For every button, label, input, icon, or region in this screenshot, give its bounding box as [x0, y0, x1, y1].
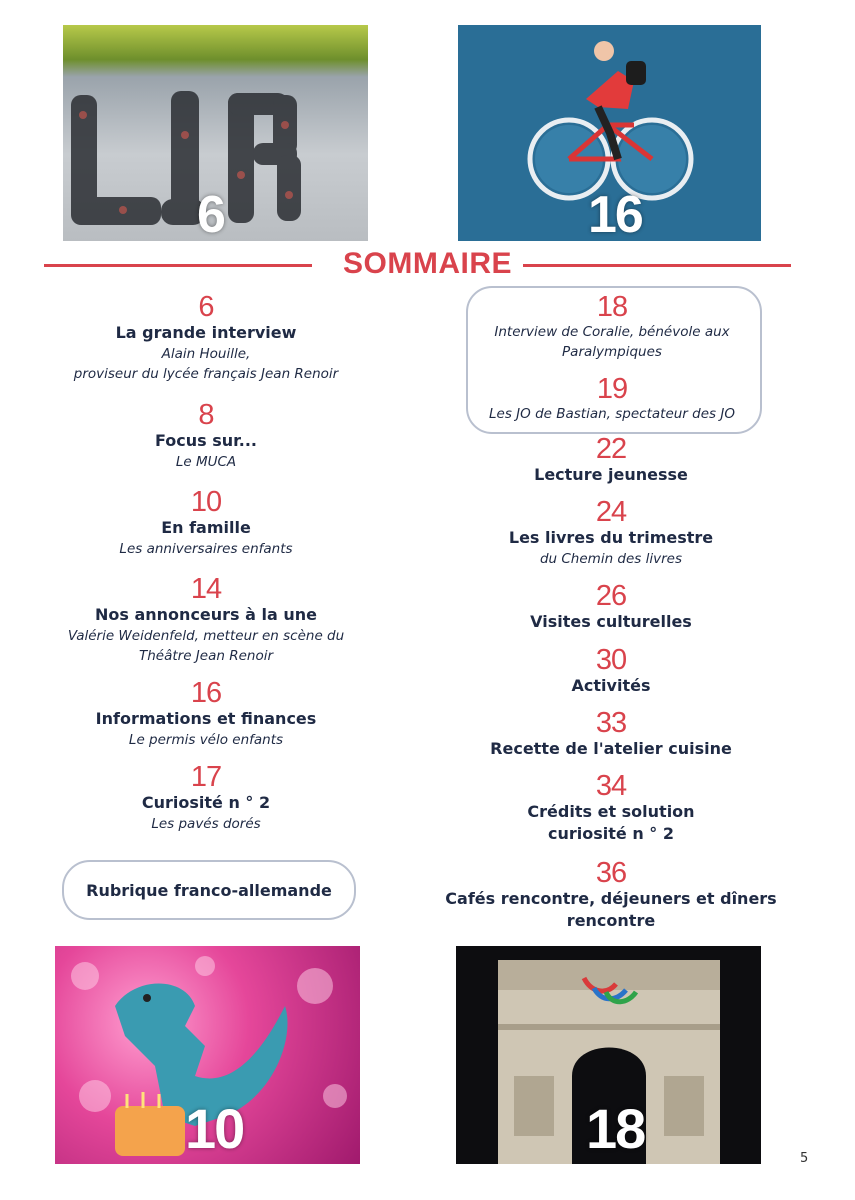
- page-title: SOMMAIRE: [343, 247, 512, 280]
- toc-entry[interactable]: [470, 292, 754, 362]
- toc-subtitle: Interview de Coralie, bénévole aux: [494, 324, 730, 340]
- rubrique-pill[interactable]: [62, 860, 356, 920]
- rubrique-label: Rubrique franco-allemande: [86, 880, 332, 900]
- toc-title: Informations et finances: [95, 709, 317, 728]
- toc-entry[interactable]: [460, 771, 762, 845]
- toc-page-number: 8: [198, 399, 214, 431]
- toc-page-number: 17: [190, 761, 222, 793]
- toc-page-number: 24: [595, 496, 627, 528]
- photo-page-label: 6: [197, 186, 224, 241]
- toc-subtitle: Le MUCA: [175, 454, 237, 470]
- toc-entry[interactable]: [460, 434, 762, 486]
- toc-title: En famille: [161, 518, 251, 537]
- toc-page-number: 6: [198, 291, 214, 323]
- toc-page-number: 19: [596, 373, 628, 405]
- toc-page-number: 26: [595, 580, 627, 612]
- toc-subtitle: Le permis vélo enfants: [128, 732, 284, 748]
- toc-entry[interactable]: [40, 292, 372, 384]
- toc-title-line2: curiosité n ° 2: [548, 824, 674, 843]
- photo-arc-de-triomphe: [456, 946, 761, 1164]
- toc-subtitle: Alain Houille,: [161, 346, 251, 362]
- toc-subtitle: Les JO de Bastian, spectateur des JO: [489, 406, 735, 422]
- toc-entry[interactable]: [460, 645, 762, 697]
- toc-entry[interactable]: [40, 678, 372, 750]
- toc-title: Recette de l'atelier cuisine: [490, 739, 732, 758]
- toc-title: Lecture jeunesse: [534, 465, 688, 484]
- toc-entry[interactable]: [470, 374, 754, 424]
- toc-subtitle: Les pavés dorés: [151, 816, 261, 832]
- toc-title: Les livres du trimestre: [508, 528, 714, 547]
- toc-subtitle: du Chemin des livres: [539, 551, 683, 567]
- toc-title: Curiosité n ° 2: [141, 793, 271, 812]
- toc-page-number: 14: [190, 573, 222, 605]
- photo-page-label: 10: [185, 1097, 244, 1160]
- toc-subtitle: Valérie Weidenfeld, metteur en scène du: [67, 628, 345, 644]
- toc-title: Nos annonceurs à la une: [95, 605, 317, 624]
- toc-entry[interactable]: [40, 400, 372, 472]
- photo-page-label: 18: [586, 1097, 645, 1160]
- toc-subtitle: Les anniversaires enfants: [119, 541, 293, 557]
- toc-page-number: 22: [595, 433, 627, 465]
- toc-title: Cafés rencontre, déjeuners et dîners: [445, 889, 777, 908]
- toc-entry[interactable]: [460, 497, 762, 569]
- toc-page-number: 16: [190, 677, 222, 709]
- toc-title: Crédits et solution: [527, 802, 695, 821]
- toc-entry[interactable]: [440, 858, 782, 932]
- toc-page-number: 33: [595, 707, 627, 739]
- toc-subtitle: Paralympiques: [562, 344, 662, 360]
- toc-page-number: 18: [596, 291, 628, 323]
- photo-aerial-crowd: [63, 25, 368, 241]
- toc-entry[interactable]: [40, 487, 372, 559]
- toc-title: La grande interview: [115, 323, 297, 342]
- toc-title-line2: rencontre: [566, 911, 656, 930]
- toc-subtitle: proviseur du lycée français Jean Renoir: [73, 366, 339, 382]
- toc-page-number: 10: [190, 486, 222, 518]
- toc-title: Visites culturelles: [530, 612, 692, 631]
- toc-title: Activités: [571, 676, 651, 695]
- photo-dinosaur: [55, 946, 360, 1164]
- page-number: 5: [800, 1151, 809, 1166]
- toc-entry[interactable]: [40, 574, 372, 666]
- toc-entry[interactable]: [460, 708, 762, 760]
- toc-page-number: 34: [595, 770, 627, 802]
- toc-page-number: 30: [595, 644, 627, 676]
- toc-entry[interactable]: [40, 762, 372, 834]
- photo-page-label: 16: [588, 186, 642, 241]
- photo-cyclist: [458, 25, 761, 241]
- toc-subtitle: Théâtre Jean Renoir: [138, 648, 274, 664]
- toc-title: Focus sur...: [155, 431, 257, 450]
- toc-page-number: 36: [595, 857, 627, 889]
- toc-entry[interactable]: [460, 581, 762, 633]
